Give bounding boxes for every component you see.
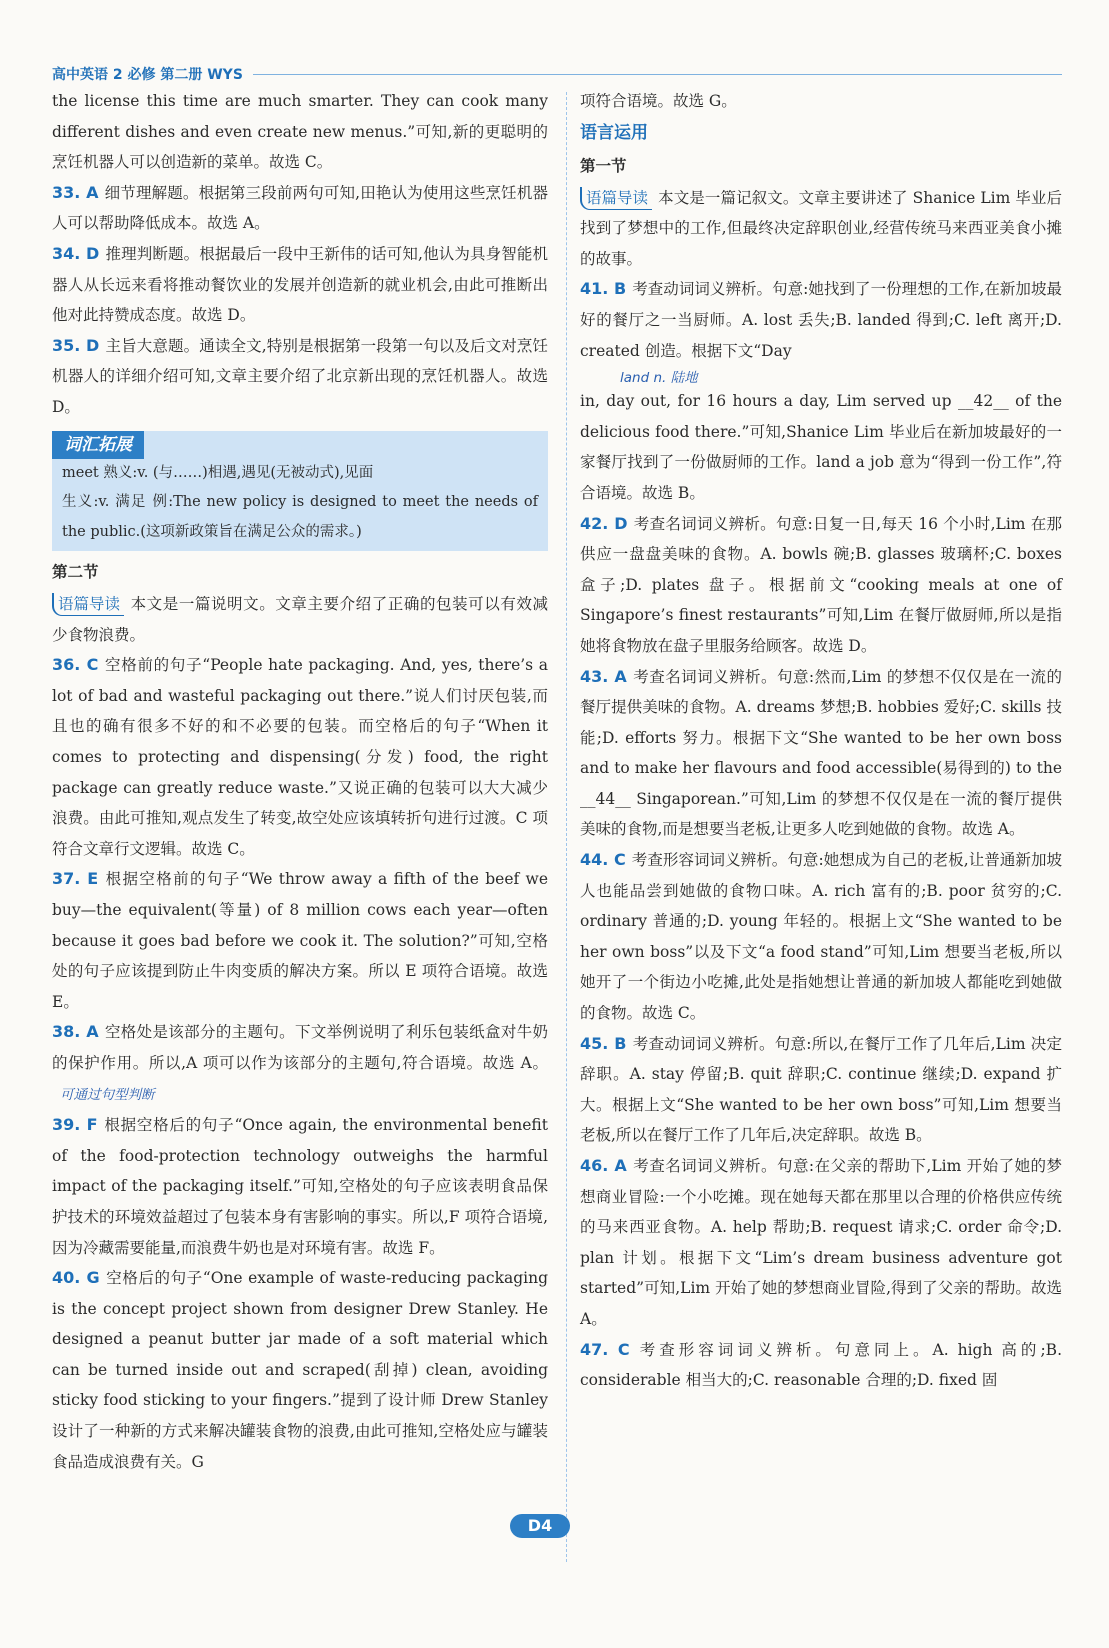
- header-title: 高中英语 2 必修 第二册 WYS: [52, 67, 243, 83]
- answer-43: [580, 662, 1062, 846]
- guide-paragraph: [52, 589, 548, 650]
- answer-number: 40. G: [52, 1268, 100, 1288]
- answer-text: 空格后的句子“One example of waste-reducing packaging is the concept project shown from designer Drew Stanley. He designed a peanut butter jar made of a soft material which can be turned inside out and scraped(刮掉) clean, avoiding sticky food sticking to your fingers.”提到了设计师 Drew Stanley 设计了一种新的方式来解决罐装食物的浪费,由此可推知,空格处应与罐装食品造成浪费有关。G: [52, 1269, 548, 1471]
- answer-text: 考查形容词词义辨析。句意:她想成为自己的老板,让普通新加坡人也能品尝到她做的食物口味。A. rich 富有的;B. poor 贫穷的;C. ordinary 普通的;D. young 年轻的。根据上文“She wanted to be her own boss”以及下文“a food stand”可知,Lim 想要当老板,所以她开了一个街边小吃摊,此处是指她想让普通的新加坡人都能吃到她做的食物。故选 C。: [580, 851, 1063, 1023]
- answer-text: 空格前的句子“People hate packaging. And, yes, there’s a lot of bad and wasteful packaging out there.”说人们讨厌包装,而且也的确有很多不好的和不必要的包装。而空格后的句子“When it comes to protecting and dispensing(分发) food, the right package can greatly reduce waste.”又说正确的包装可以大大减少浪费。由此可推知,观点发生了转变,故空处应该填转折句进行过渡。C 项符合文章行文逻辑。故选 C。: [52, 656, 549, 858]
- answer-number: 41. B: [580, 279, 627, 299]
- answer-number: 45. B: [580, 1033, 627, 1053]
- answer-number: 37. E: [52, 869, 99, 889]
- handwritten-note: land n. 陆地: [620, 370, 698, 387]
- answer-text: 考查名词词义辨析。句意:日复一日,每天 16 个小时,Lim 在那供应一盘盘美味的食物。A. bowls 碗;B. glasses 玻璃杯;C. boxes 盒子;D. plates 盘子。根据前文“cooking meals at one of Singapore’s finest restaurants”可知,Lim 在餐厅做厨师,所以是指她将食物放在盘子里服务给顾客。故选 D。: [580, 514, 1063, 655]
- left-column: [52, 86, 548, 1477]
- answer-44: [580, 845, 1062, 1029]
- answer-number: 35. D: [52, 335, 100, 355]
- answer-37: [52, 864, 548, 1017]
- answer-text: 考查名词词义辨析。句意:在父亲的帮助下,Lim 开始了她的梦想商业冒险:一个小吃摊。现在她每天都在那里以合理的价格供应传统的马来西亚食物。A. help 帮助;B. request 请求;C. order 命令;D. plan 计划。根据下文“Lim’s dream business adventure got started”可知,Lim 开始了她的梦想商业冒险,得到了父亲的帮助。故选 A。: [580, 1157, 1063, 1328]
- answer-text: 细节理解题。根据第三段前两句可知,田艳认为使用这些烹饪机器人可以帮助降低成本。故选 A。: [52, 183, 549, 233]
- answer-text: 考查动词词义辨析。句意:她找到了一份理想的工作,在新加坡最好的餐厅之一当厨师。A. lost 丢失;B. landed 得到;C. left 离开;D. created 创造。根据下文“Day: [580, 280, 1063, 360]
- answer-text: 考查动词词义辨析。句意:所以,在餐厅工作了几年后,Lim 决定辞职。A. stay 停留;B. quit 辞职;C. continue 继续;D. expand 扩大。根据上文“She wanted to be her own boss”可知,Lim 想要当老板,所以在餐厅工作了几年后,决定辞职。故选 B。: [580, 1034, 1063, 1145]
- answer-number: 33. A: [52, 182, 99, 202]
- answer-number: 38. A: [52, 1022, 99, 1042]
- answer-number: 43. A: [580, 666, 627, 686]
- answer-text: 根据空格后的句子“Once again, the environmental benefit of the food-protection technology outweighs the harmful impact of the packaging itself.”可知,空格处的句子应该表明食品保护技术的环境效益超过了包装本身有害影响的事实。所以,F 项符合语境,因为冷藏需要能量,而浪费牛奶也是对环境有害。故选 F。: [52, 1116, 548, 1257]
- answer-number: 46. A: [580, 1156, 627, 1175]
- guide-tag: 语篇导读: [52, 593, 124, 616]
- continuation: 项符合语境。故选 G。: [580, 92, 737, 110]
- answer-text: 推理判断题。根据最后一段中王新伟的话可知,他认为具身智能机器人从长远来看将推动餐饮业的发展并创造新的就业机会,由此可推断出他对此持赞成态度。故选 D。: [52, 244, 548, 325]
- vocab-title: 词汇拓展: [52, 431, 144, 459]
- answer-45: [580, 1029, 1062, 1151]
- answer-text: 主旨大意题。通读全文,特别是根据第一段第一句以及后文对烹饪机器人的详细介绍可知,文章主要介绍了北京新出现的烹饪机器人。故选 D。: [52, 336, 548, 416]
- guide-text: 本文是一篇记叙文。文章主要讲述了 Shanice Lim 毕业后找到了梦想中的工作,但最终决定辞职创业,经营传统马来西亚美食小摊的故事。: [580, 188, 1062, 268]
- column-divider: [566, 92, 567, 1562]
- guide-paragraph: [580, 183, 1062, 275]
- intro-paragraph: the license this time are much smarter. They can cook many different dishes and even create new menus.”可知,新的更聪明的烹饪机器人可以创造新的菜单。故选 C。: [52, 92, 548, 172]
- vocab-line-2: 生义:v. 满足 例:The new policy is designed to meet the needs of the public.(这项新政策旨在满足公众的需求。): [62, 494, 538, 540]
- answer-46: [580, 1151, 1062, 1335]
- answer-number: 39. F: [52, 1115, 98, 1135]
- answer-number: 44. C: [580, 850, 626, 870]
- page-number: D4: [510, 1514, 570, 1538]
- answer-33: [52, 178, 548, 239]
- answer-35: [52, 331, 548, 423]
- page-header: [52, 62, 1062, 86]
- vocab-box: [52, 431, 548, 552]
- answer-text: 考查名词词义辨析。句意:然而,Lim 的梦想不仅仅是在一流的餐厅提供美味的食物。A. dreams 梦想;B. hobbies 爱好;C. skills 技能;D. efforts 努力。根据下文“She wanted to be her own boss and to make her flavours and food accessible(易得到的) to the __44__ Singaporean.”可知,Lim 的梦想不仅仅是在一流的餐厅提供美味的食物,而是想要当老板,让更多人吃到她做的食物。故选 A。: [580, 667, 1063, 839]
- answer-number: 42. D: [580, 513, 628, 533]
- answer-text: 空格处是该部分的主题句。下文举例说明了利乐包装纸盒对牛奶的保护作用。所以,A 项可以作为该部分的主题句,符合语境。故选 A。: [52, 1023, 548, 1072]
- answer-text: 考查形容词词义辨析。句意同上。A. high 高的;B. considerable 相当大的;C. reasonable 合理的;D. fixed 固: [580, 1340, 1062, 1390]
- answer-number: 36. C: [52, 655, 99, 675]
- section-1-title: 第一节: [580, 156, 627, 175]
- guide-tag: 语篇导读: [580, 187, 652, 210]
- answer-42: [580, 509, 1062, 662]
- answer-text: 根据空格前的句子“We throw away a fifth of the beef we buy—the equivalent(等量) of 8 million cows each year—often because it goes bad before we cook it. The solution?”可知,空格处的句子应该提到防止牛肉变质的解决方案。所以 E 项符合语境。故选 E。: [52, 870, 549, 1011]
- answer-34: [52, 239, 548, 331]
- answer-38: [52, 1017, 548, 1110]
- answer-number: 47. C: [580, 1339, 630, 1359]
- handwritten-note: 可通过句型判断: [60, 1086, 155, 1103]
- answer-47: [580, 1335, 1062, 1396]
- answer-number: 34. D: [52, 243, 100, 263]
- answer-41-cont: in, day out, for 16 hours a day, Lim served up __42__ of the delicious food there.”可知,Shanice Lim 毕业后在新加坡最好的一家餐厅找到了一份做厨师的工作。land a job 意为“得到一份工作”,符合语境。故选 B。: [580, 392, 1062, 502]
- answer-40: [52, 1263, 548, 1477]
- vocab-line-1: meet 熟义:v. (与……)相遇,遇见(无被动式),见面: [62, 464, 374, 481]
- guide-text: 本文是一篇说明文。文章主要介绍了正确的包装可以有效减少食物浪费。: [52, 595, 548, 644]
- header-rule: [253, 74, 1062, 75]
- answer-39: [52, 1110, 548, 1263]
- right-column: [580, 86, 1062, 1396]
- section-title-language-use: 语言运用: [580, 122, 648, 143]
- section-2-title: 第二节: [52, 563, 99, 582]
- answer-36: [52, 650, 548, 864]
- answer-41: [580, 274, 1062, 366]
